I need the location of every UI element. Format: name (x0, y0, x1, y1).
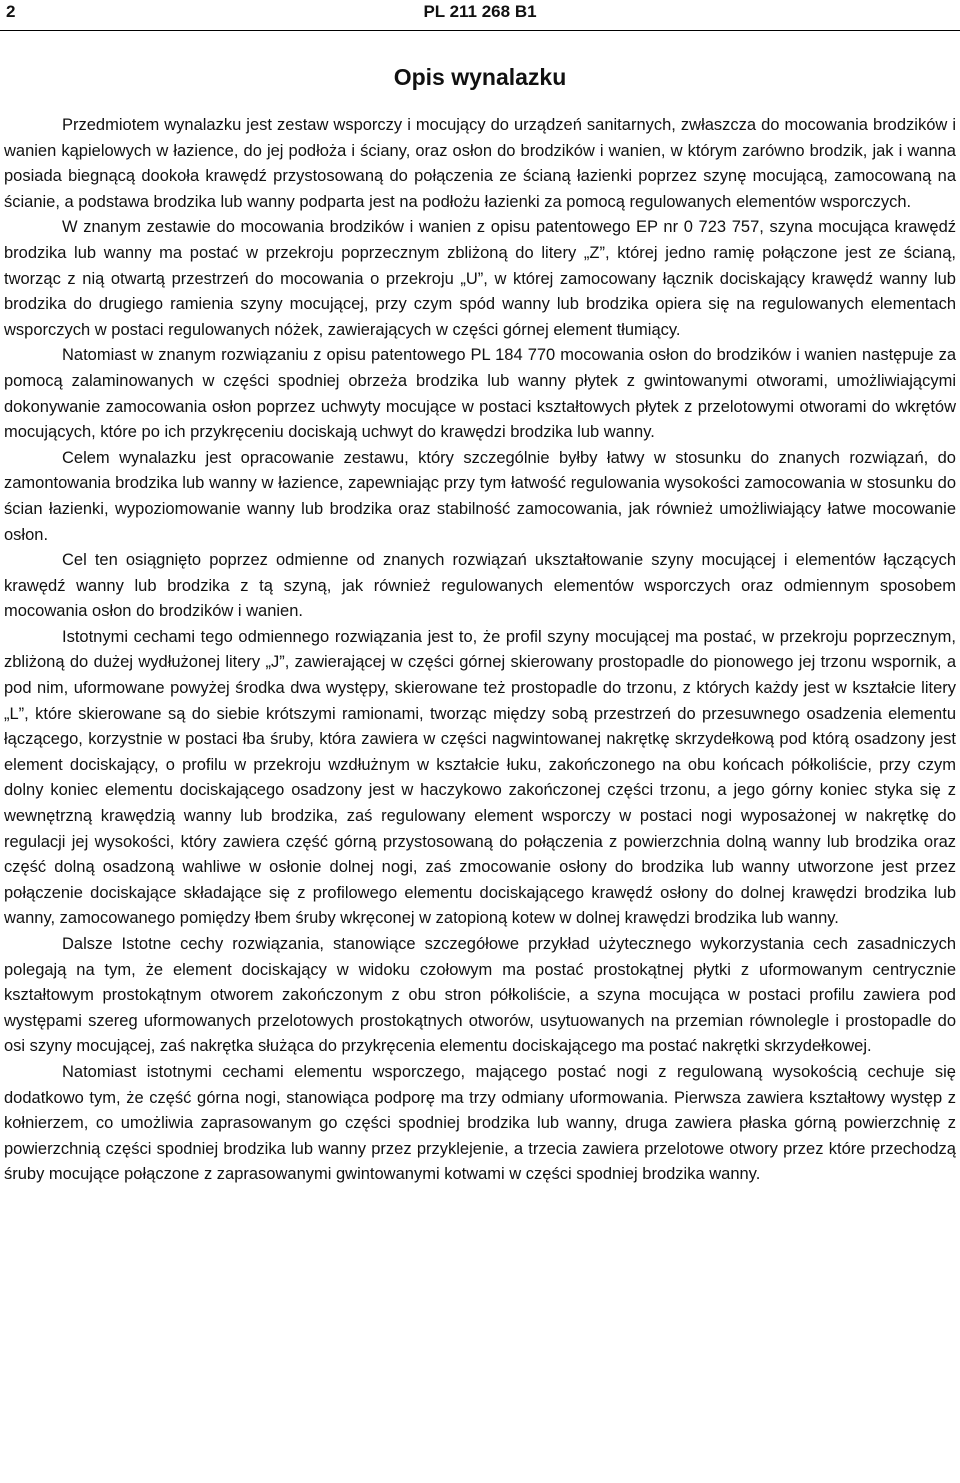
paragraph: Dalsze Istotne cechy rozwiązania, stanowiące szczegółowe przykład użytecznego wykorzystania cech zasadniczych polegają na tym, że element dociskający w widoku czołowym ma postać prostokątnej płytki z uformowanym centrycznie kształtowym prostokątnym otworem zakończonym z obu stron półkoliście, a szyna mocująca w postaci profilu zawiera pod występami szereg uformowanych przelotowych prostokątnych otworów, usytuowanych na przemian równolegle i prostopadle do osi szyny mocującej, zaś nakrętka służąca do przykręcenia elementu dociskającego ma postać nakrętki skrzydełkowej. (4, 935, 956, 1056)
paragraph: Natomiast istotnymi cechami elementu wsporczego, mającego postać nogi z regulowaną wysokością cechuje się dodatkowo tym, że część górna nogi, stanowiąca podporę ma trzy odmiany uformowania. Pierwsza zawiera kształtowy występ z kołnierzem, co umożliwia zaprasowanym go części spodniej brodzika lub wanny, druga zawiera płaska górną powierzchnię z powierzchnią części spodniej brodzika lub wanny przez przyklejenie, a trzecia zawiera przelotowe otwory przez które przechodzą śruby mocujące połączone z zaprasowanymi gwintowanymi kotwami w części spodniej brodzika wanny. (4, 1062, 956, 1184)
paragraph: Istotnymi cechami tego odmiennego rozwiązania jest to, że profil szyny mocującej ma postać, w przekroju poprzecznym, zbliżoną do dużej wydłużonej litery „J”, zawierającej w części górnej skierowany prostopadle do pionowego jej trzonu wspornik, a pod nim, uformowane powyżej środka dwa występy, skierowane też prostopadle do trzonu, z których każdy jest w kształcie litery „L”, które skierowane są do siebie krótszymi ramionami, tworząc między sobą przestrzeń do przesuwnego osadzenia elementu łączącego, korzystnie w postaci łba śruby, która zawiera w części nagwintowanej nakrętkę skrzydełkową pod którą osadzony jest element dociskający, o profilu w przekroju wzdłużnym w kształcie łuku, zakończonego na obu końcach półkoliście, przy czym dolny koniec elementu dociskającego osadzony jest w haczykowo zakończonej części trzonu, a jego górny koniec styka się z wewnętrzną krawędzią wanny lub brodzika, zaś regulowany element wsporczy w postaci nogi wyposażonej w nakrętkę do regulacji jej wysokości, który zawiera część górną przystosowaną do połączenia z powierzchnia dolną wanny lub brodzika oraz część dolną osadzoną wahliwe w osłonie dolnej nogi, zaś zmocowanie osłony do brodzika lub wanny utworzone jest przez połączenie dociskające składające się z profilowego elementu dociskającego krawędź osłony do dolnej krawędzi brodzika lub wanny, zamocowanego pomiędzy łbem śruby wkręconej w zatopioną kotew w dolnej krawędzi brodzika lub wanny. (4, 627, 956, 928)
paragraph: Natomiast w znanym rozwiązaniu z opisu patentowego PL 184 770 mocowania osłon do brodzików i wanien następuje za pomocą zalaminowanych w części spodniej obrzeża brodzika lub wanny płytek z gwintowanymi otworami, umożliwiającymi dokonywanie zamocowania osłon poprzez uchwyty mocujące w postaci kształtowych płytek z przelotowymi otworami do wkrętów mocujących, które po ich przykręceniu dociskają uchwyt do krawędzi brodzika lub wanny. (4, 346, 956, 442)
document-body (4, 113, 956, 1188)
page-number: 2 (6, 2, 16, 21)
document-id: PL 211 268 B1 (423, 2, 537, 21)
page-header (0, 0, 960, 31)
paragraph: Przedmiotem wynalazku jest zestaw wsporczy i mocujący do urządzeń sanitarnych, zwłaszcza do mocowania brodzików i wanien kąpielowych w łazience, do jej podłoża i ściany, oraz osłon do brodzików i wanien, w którym zarówno brodzik, jak i wanna posiada biegnącą dookoła krawędź przystosowaną do połączenia ze ścianą łazienki poprzez szynę mocującą, zamocowaną na ścianie, a podstawa brodzika lub wanny podparta jest na podłożu łazienki za pomocą regulowanych elementów wsporczych. (4, 116, 956, 211)
paragraph: Celem wynalazku jest opracowanie zestawu, który szczególnie byłby łatwy w stosunku do znanych rozwiązań, do zamontowania brodzika lub wanny w łazience, zapewniając przy tym łatwość regulowania wysokości zamocowania w stosunku do ścian łazienki, wypoziomowanie wanny lub brodzika oraz stabilność zamocowania, jak również umożliwiający łatwe mocowanie osłon. (4, 448, 956, 544)
paragraph: W znanym zestawie do mocowania brodzików i wanien z opisu patentowego EP nr 0 723 757, szyna mocująca krawędź brodzika lub wanny ma postać w przekroju poprzecznym zbliżoną do litery „Z”, której jedno ramię połączone jest ze ścianą, tworząc z nią otwartą przestrzeń do mocowania o przekroju „U”, w której zamocowany łącznik dociskający krawędź wanny lub brodzika do drugiego ramienia szyny mocującej, przy czym spód wanny lub brodzika opiera się na regulowanych elementach wsporczych w postaci regulowanych nóżek, zawierających w części górnej element tłumiący. (4, 218, 956, 339)
paragraph: Cel ten osiągnięto poprzez odmienne od znanych rozwiązań ukształtowanie szyny mocującej i elementów łączących krawędź wanny lub brodzika z tą szyną, jak również regulowanych elementów wsporczych oraz odmiennym sposobem mocowania osłon do brodzików i wanien. (4, 551, 956, 621)
document-title: Opis wynalazku (393, 64, 567, 90)
